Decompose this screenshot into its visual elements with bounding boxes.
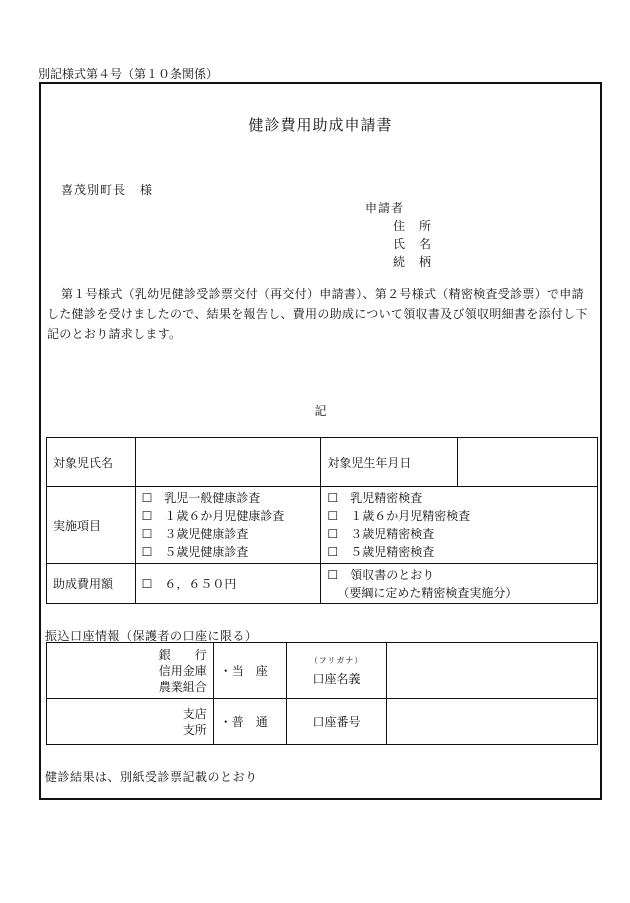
checkbox-icon[interactable]: ☐ bbox=[141, 577, 153, 591]
form-title: 健診費用助成申請書 bbox=[248, 116, 393, 134]
item-label: １歳６か月児健康診査 bbox=[164, 509, 285, 523]
items-right-list bbox=[321, 487, 598, 564]
bank-info-heading: 振込口座情報（保護者の口座に限る） bbox=[45, 629, 258, 643]
amount-option[interactable] bbox=[135, 564, 321, 604]
item-label: ５歳児精密検査 bbox=[350, 545, 435, 559]
institution-bank: 銀 行 bbox=[158, 647, 207, 662]
applicant-name-label: 氏 名 bbox=[393, 237, 433, 251]
item-label: ３歳児健康診査 bbox=[164, 527, 249, 541]
applicant-block bbox=[365, 199, 432, 271]
account-number-label: 口座番号 bbox=[286, 699, 387, 745]
item-label: ３歳児精密検査 bbox=[350, 527, 435, 541]
child-name-field[interactable] bbox=[135, 438, 321, 487]
branch-cell[interactable] bbox=[47, 699, 214, 745]
account-name-label-cell bbox=[286, 643, 387, 699]
receipt-note: （要綱に定めた精密検査実施分） bbox=[337, 585, 518, 600]
item-label: 乳児一般健康診査 bbox=[164, 491, 261, 505]
checkbox-icon[interactable]: ☐ bbox=[141, 545, 153, 559]
item-label: ５歳児健康診査 bbox=[164, 545, 249, 559]
checkbox-item[interactable] bbox=[142, 525, 315, 543]
institution-credit-union: 信用金庫 bbox=[158, 663, 207, 678]
checkbox-icon[interactable]: ☐ bbox=[141, 527, 153, 541]
item-label: １歳６か月児精密検査 bbox=[350, 509, 471, 523]
table-row bbox=[47, 699, 598, 745]
checkbox-icon[interactable]: ☐ bbox=[327, 491, 339, 505]
addressee bbox=[61, 181, 153, 198]
form-reference: 別記様式第４号（第１０条関係） bbox=[38, 67, 219, 81]
checkbox-item[interactable] bbox=[327, 525, 591, 543]
amount-value: ６，６５０円 bbox=[164, 577, 237, 591]
checkbox-icon[interactable]: ☐ bbox=[141, 509, 153, 523]
branch-label: 支店 bbox=[182, 706, 207, 721]
table-row bbox=[47, 564, 598, 604]
account-name-label: 口座名義 bbox=[312, 671, 361, 686]
account-number-field[interactable] bbox=[387, 699, 598, 745]
child-dob-label: 対象児生年月日 bbox=[321, 438, 458, 487]
child-name-label: 対象児氏名 bbox=[47, 438, 136, 487]
request-statement: 第１号様式（乳幼児健診受診票交付（再交付）申請書）、第２号様式（精密検査受診票）で申請した健診を受けましたので、結果を報告し、費用の助成について領収書及び領収明細書を添付し下記のとおり請求します。 bbox=[47, 287, 588, 341]
institution-agri-coop: 農業組合 bbox=[158, 679, 207, 694]
checkbox-item[interactable] bbox=[327, 489, 591, 507]
sub-branch-label: 支所 bbox=[182, 722, 207, 737]
ki-heading: 記 bbox=[314, 404, 327, 418]
item-label: 乳児精密検査 bbox=[350, 491, 423, 505]
result-note: 健診結果は、別紙受診票記載のとおり bbox=[45, 770, 258, 784]
checkbox-icon[interactable]: ☐ bbox=[327, 567, 339, 582]
items-label: 実施項目 bbox=[47, 487, 136, 564]
applicant-relation-label: 続 柄 bbox=[393, 255, 433, 269]
checkbox-icon[interactable]: ☐ bbox=[327, 545, 339, 559]
table-row bbox=[47, 487, 598, 564]
checkbox-item[interactable] bbox=[142, 543, 315, 561]
account-name-field[interactable] bbox=[387, 643, 598, 699]
checkbox-item[interactable] bbox=[327, 507, 591, 525]
checkbox-icon[interactable]: ☐ bbox=[327, 509, 339, 523]
receipt-option-label: 領収書のとおり bbox=[350, 567, 435, 582]
checkbox-icon[interactable]: ☐ bbox=[141, 491, 153, 505]
checkbox-item[interactable] bbox=[327, 543, 591, 561]
table-row bbox=[47, 643, 598, 699]
receipt-option[interactable] bbox=[321, 564, 598, 604]
addressee-name: 喜茂別町長 bbox=[61, 183, 127, 197]
items-left-list bbox=[135, 487, 321, 564]
child-info-table bbox=[46, 437, 598, 604]
bank-account-table bbox=[46, 642, 598, 745]
addressee-honorific: 様 bbox=[140, 183, 154, 197]
applicant-address-label: 住 所 bbox=[393, 219, 433, 233]
account-type-ordinary[interactable]: ・普 通 bbox=[213, 699, 286, 745]
table-row bbox=[47, 438, 598, 487]
child-dob-field[interactable] bbox=[458, 438, 598, 487]
form-frame bbox=[39, 82, 602, 800]
checkbox-item[interactable] bbox=[142, 489, 315, 507]
checkbox-icon[interactable]: ☐ bbox=[327, 527, 339, 541]
amount-label: 助成費用額 bbox=[47, 564, 136, 604]
account-type-current[interactable]: ・当 座 bbox=[213, 643, 286, 699]
checkbox-item[interactable] bbox=[142, 507, 315, 525]
applicant-label: 申請者 bbox=[365, 201, 405, 215]
institution-type-cell[interactable] bbox=[47, 643, 214, 699]
furigana-label: （フリガナ） bbox=[309, 655, 364, 665]
